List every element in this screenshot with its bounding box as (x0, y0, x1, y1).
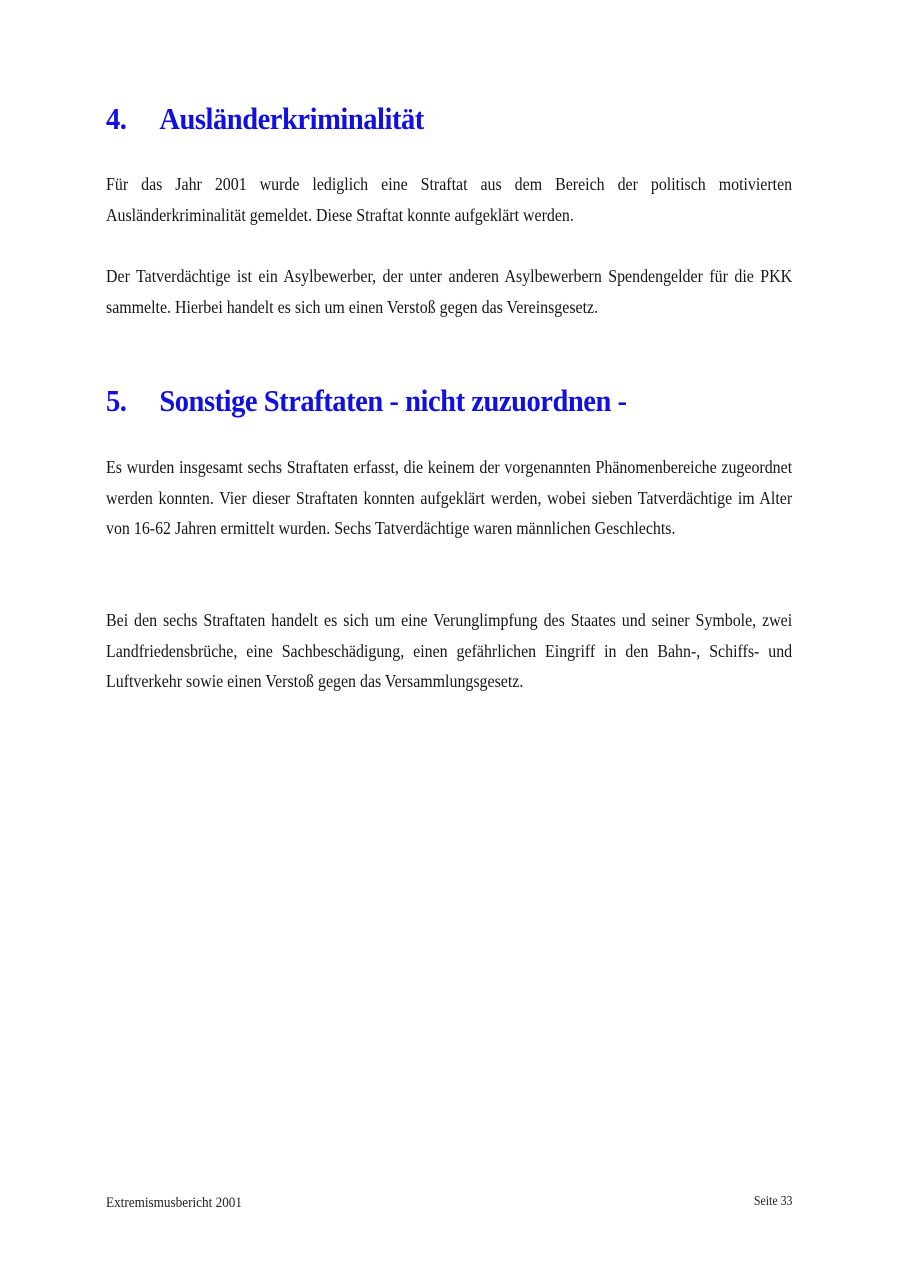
paragraph: Der Tatverdächtige ist ein Asylbewerber, der unter anderen Asylbewerbern Spendengelder für die PKK sammelte. Hierbei handelt es sich um einen Verstoß gegen das Vereinsgesetz. (106, 266, 793, 317)
section-number: 4. (106, 101, 127, 136)
footer-page-number: Seite 33 (753, 1194, 792, 1209)
footer-report-title: Extremismusbericht 2001 (106, 1195, 243, 1211)
paragraph: Es wurden insgesamt sechs Straftaten erfasst, die keinem der vorgenannten Phänomenbereiche zugeordnet werden konnten. Vier dieser Straftaten konnten aufgeklärt werden, wobei sieben Tatverdächtige im Alter von 16-62 Jahren ermittelt wurden. Sechs Tatverdächtige waren männlichen Geschlechts. (106, 457, 793, 538)
section-heading-4 (106, 101, 424, 137)
paragraph: Für das Jahr 2001 wurde lediglich eine Straftat aus dem Bereich der politisch motivierten Ausländerkriminalität gemeldet. Diese Straftat konnte aufgeklärt werden. (106, 174, 793, 225)
section-title: Ausländerkriminalität (159, 101, 424, 136)
section-number: 5. (106, 383, 127, 418)
section-heading-5 (106, 383, 627, 419)
section-title: Sonstige Straftaten - nicht zuzuordnen - (159, 383, 627, 418)
paragraph: Bei den sechs Straftaten handelt es sich um eine Verunglimpfung des Staates und seiner Symbole, zwei Landfriedensbrüche, eine Sachbeschädigung, einen gefährlichen Eingriff in den Bahn-, Schiffs- und Luftverkehr sowie einen Verstoß gegen das Versammlungsgesetz. (106, 610, 793, 691)
